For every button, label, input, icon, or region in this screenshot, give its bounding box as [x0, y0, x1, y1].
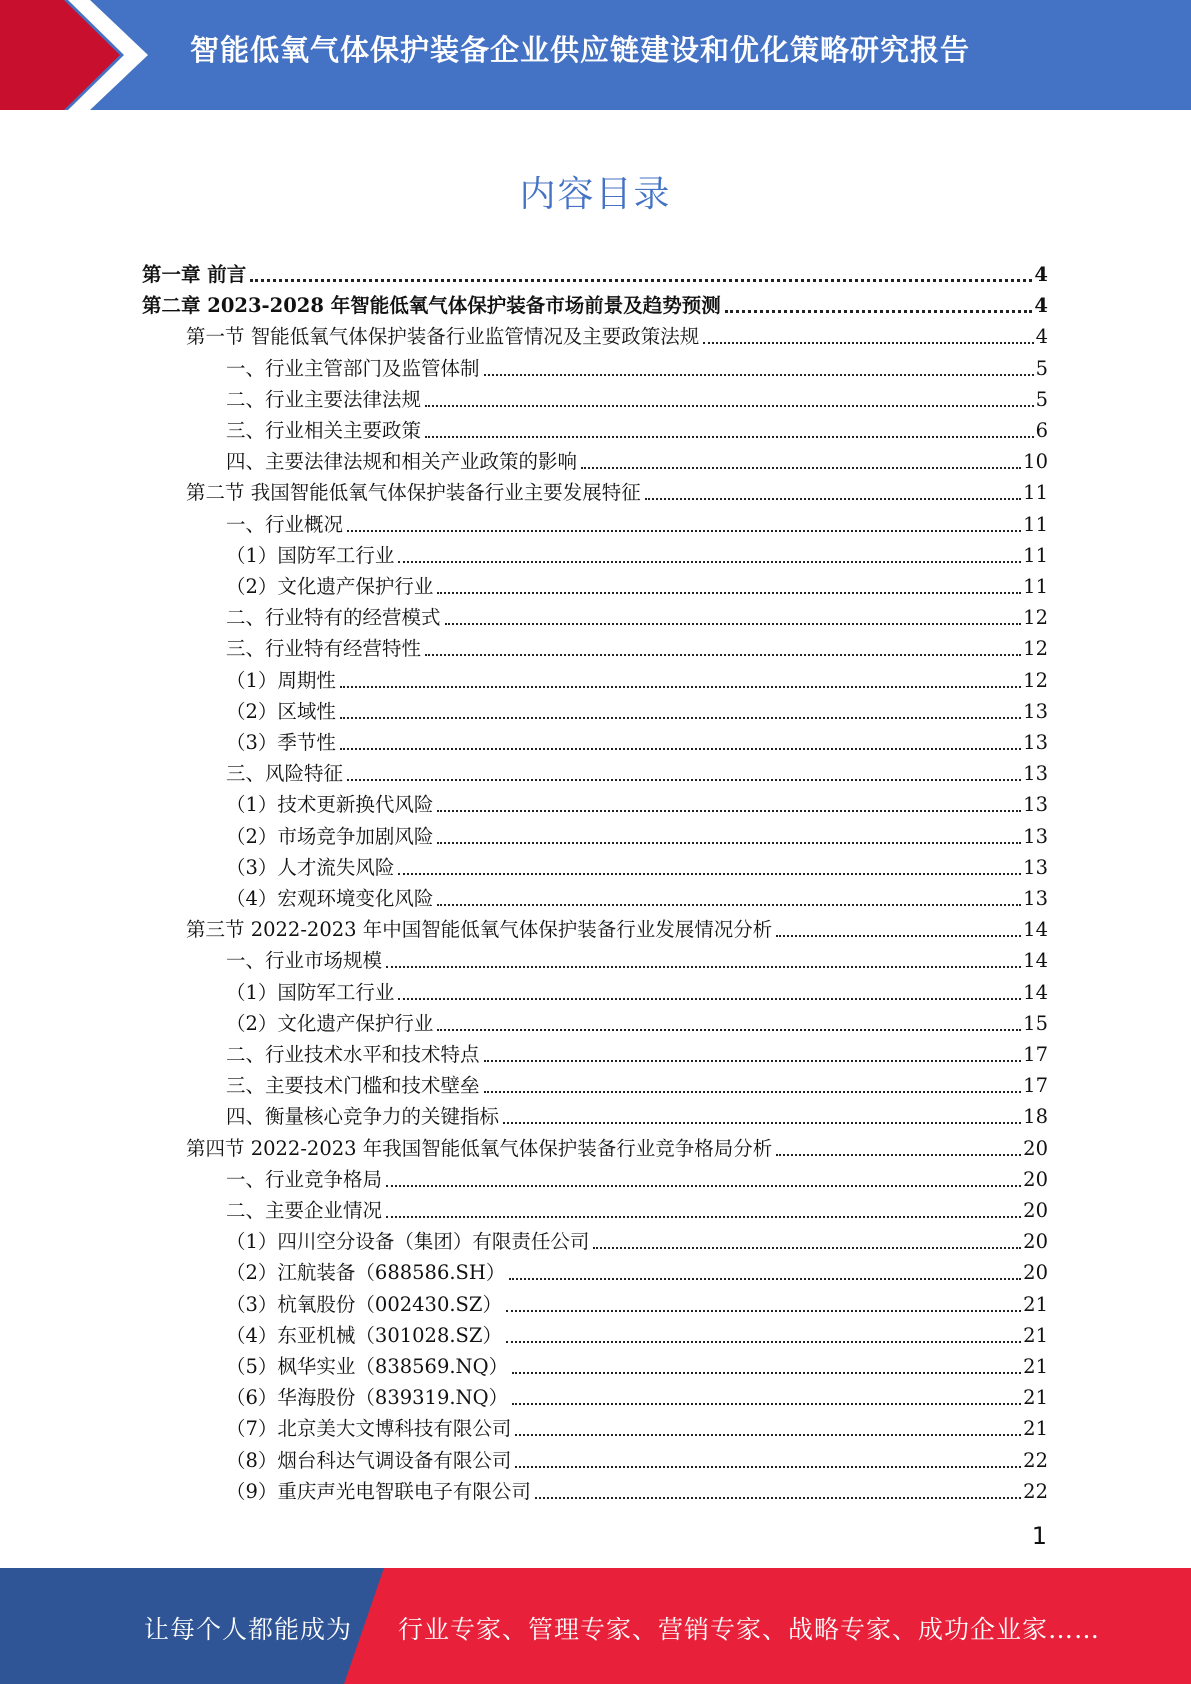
toc-leader-dots [340, 686, 1021, 688]
toc-entry-page: 21 [1023, 1323, 1048, 1347]
toc-entry[interactable] [226, 880, 1048, 911]
toc-entry[interactable] [226, 1161, 1048, 1192]
toc-entry-label: （3）人才流失风险 [226, 855, 395, 879]
toc-entry[interactable] [226, 568, 1048, 599]
toc-entry-page: 22 [1023, 1479, 1048, 1503]
toc-entry[interactable] [226, 818, 1048, 849]
toc-entry-label: （1）周期性 [226, 668, 336, 692]
toc-entry-label: 二、主要企业情况 [226, 1199, 383, 1222]
toc-entry[interactable] [226, 537, 1048, 568]
toc-entry-label: （1）国防军工行业 [226, 543, 395, 567]
toc-entry[interactable] [226, 1317, 1048, 1348]
toc-leader-dots [340, 748, 1021, 750]
toc-entry-page: 15 [1023, 1011, 1048, 1035]
toc-entry-page: 21 [1023, 1417, 1048, 1441]
toc-entry[interactable] [226, 1005, 1048, 1036]
toc-leader-dots [425, 654, 1021, 656]
toc-leader-dots [386, 966, 1021, 968]
toc-entry[interactable] [226, 1410, 1048, 1441]
toc-entry[interactable] [186, 911, 1048, 942]
toc-entry-label: （9）重庆声光电智联电子有限公司 [226, 1479, 531, 1503]
toc-entry-page: 12 [1023, 637, 1048, 661]
toc-entry-page: 11 [1023, 481, 1048, 505]
toc-entry-page: 13 [1023, 731, 1048, 754]
toc-entry-page: 20 [1023, 1167, 1048, 1191]
toc-entry[interactable] [226, 1067, 1048, 1098]
toc-entry-page: 13 [1023, 824, 1048, 848]
toc-entry[interactable] [226, 786, 1048, 817]
toc-entry[interactable] [226, 1192, 1048, 1223]
toc-entry-page: 20 [1023, 1230, 1048, 1254]
toc-entry-page: 11 [1023, 543, 1048, 567]
toc-entry[interactable] [226, 350, 1048, 381]
toc-entry[interactable] [226, 942, 1048, 973]
toc-entry-label: 二、行业特有的经营模式 [226, 606, 441, 630]
toc-entry-page: 13 [1023, 855, 1048, 879]
toc-entry-label: 三、风险特征 [226, 762, 344, 786]
toc-entry-label: （6）华海股份（839319.NQ） [226, 1386, 509, 1410]
toc-leader-dots [437, 904, 1021, 906]
toc-entry-label: （4）东亚机械（301028.SZ） [226, 1323, 502, 1347]
toc-entry-page: 14 [1023, 918, 1048, 942]
toc-entry-label: 一、行业竞争格局 [226, 1167, 383, 1191]
toc-leader-dots [437, 810, 1021, 812]
report-title: 智能低氧气体保护装备企业供应链建设和优化策略研究报告 [190, 33, 971, 67]
toc-entry[interactable] [226, 443, 1048, 474]
toc-entry-label: 第二章 2023-2028 年智能低氧气体保护装备市场前景及趋势预测 [142, 294, 721, 318]
toc-entry-page: 20 [1023, 1199, 1048, 1222]
toc-entry[interactable] [186, 1130, 1048, 1161]
toc-entry-label: 第三节 2022-2023 年中国智能低氧气体保护装备行业发展情况分析 [186, 918, 773, 942]
toc-entry-label: （2）江航装备（688586.SH） [226, 1261, 506, 1285]
toc-entry-label: （2）文化遗产保护行业 [226, 1011, 434, 1035]
toc-entry-label: （2）区域性 [226, 699, 336, 723]
toc-leader-dots [437, 1029, 1021, 1031]
toc-entry-page: 11 [1023, 575, 1048, 598]
toc-entry[interactable] [226, 693, 1048, 724]
header-chevron-decoration [0, 0, 160, 110]
toc-leader-dots [776, 1154, 1021, 1156]
header-banner [0, 0, 1191, 110]
toc-leader-dots [512, 1372, 1021, 1374]
toc-entry-label: （2）文化遗产保护行业 [226, 575, 434, 598]
toc-entry[interactable] [226, 849, 1048, 880]
toc-entry[interactable] [186, 318, 1048, 349]
toc-heading: 内容目录 [519, 174, 672, 215]
toc-entry[interactable] [226, 724, 1048, 755]
toc-entry-page: 4 [1034, 263, 1048, 286]
toc-leader-dots [398, 873, 1021, 875]
toc-entry[interactable] [142, 256, 1048, 287]
toc-entry-label: 一、行业主管部门及监管体制 [226, 356, 480, 380]
toc-leader-dots [593, 1247, 1021, 1249]
toc-entry[interactable] [226, 412, 1048, 443]
toc-entry-label: 三、行业特有经营特性 [226, 637, 422, 661]
toc-entry-page: 21 [1023, 1355, 1048, 1378]
toc-entry-page: 20 [1023, 1136, 1048, 1160]
toc-entry-page: 6 [1035, 419, 1048, 442]
toc-entry[interactable] [226, 1348, 1048, 1379]
toc-leader-dots [437, 842, 1021, 844]
toc-leader-dots [512, 1403, 1021, 1405]
toc-leader-dots [645, 498, 1021, 500]
toc-leader-dots [509, 1278, 1021, 1280]
toc-entry-label: 二、行业技术水平和技术特点 [226, 1043, 480, 1066]
toc-entry[interactable] [226, 1098, 1048, 1129]
toc-entry-label: 四、衡量核心竞争力的关键指标 [226, 1105, 500, 1129]
toc-leader-dots [347, 779, 1021, 781]
toc-leader-dots [515, 1466, 1021, 1468]
toc-leader-dots [484, 374, 1034, 376]
toc-entry-label: （1）四川空分设备（集团）有限责任公司 [226, 1230, 590, 1254]
toc-entry-page: 5 [1035, 356, 1048, 380]
toc-entry-page: 18 [1023, 1105, 1048, 1129]
toc-entry[interactable] [226, 1223, 1048, 1254]
toc-entry-label: 三、行业相关主要政策 [226, 419, 422, 442]
toc-entry-page: 12 [1023, 606, 1048, 630]
toc-entry[interactable] [142, 287, 1048, 318]
toc-leader-dots [425, 405, 1034, 407]
toc-entry-label: （1）国防军工行业 [226, 980, 395, 1004]
toc-leader-dots [703, 342, 1033, 344]
toc-entry[interactable] [186, 474, 1048, 505]
toc-entry-page: 12 [1023, 668, 1048, 692]
toc-entry-label: （8）烟台科达气调设备有限公司 [226, 1448, 512, 1472]
toc-entry-label: （3）季节性 [226, 731, 336, 754]
toc-entry[interactable] [226, 1036, 1048, 1067]
toc-entry-page: 17 [1023, 1074, 1048, 1098]
toc-leader-dots [484, 1091, 1022, 1093]
toc-entry-page: 13 [1023, 793, 1048, 817]
toc-entry-page: 13 [1023, 887, 1048, 910]
toc-leader-dots [398, 561, 1021, 563]
toc-entry-page: 10 [1023, 450, 1048, 474]
toc-entry-label: （3）杭氧股份（002430.SZ） [226, 1292, 502, 1316]
toc-entry-page: 14 [1023, 980, 1048, 1004]
toc-entry[interactable] [226, 974, 1048, 1005]
toc-leader-dots [340, 717, 1021, 719]
toc-entry-page: 4 [1035, 325, 1048, 349]
toc-entry-page: 21 [1023, 1386, 1048, 1410]
toc-leader-dots [503, 1122, 1021, 1124]
toc-entry[interactable] [226, 381, 1048, 412]
toc-leader-dots [581, 467, 1021, 469]
toc-entry-page: 14 [1023, 949, 1048, 973]
toc-entry[interactable] [226, 506, 1048, 537]
toc-entry[interactable] [226, 755, 1048, 786]
toc-entry-label: （7）北京美大文博科技有限公司 [226, 1417, 512, 1441]
toc-entry-page: 17 [1023, 1043, 1048, 1066]
toc-entry-label: 四、主要法律法规和相关产业政策的影响 [226, 450, 578, 474]
toc-leader-dots [437, 592, 1021, 594]
toc-entry-page: 13 [1023, 762, 1048, 786]
toc-entry-label: 一、行业概况 [226, 512, 344, 536]
page-number: 1 [1031, 1522, 1047, 1550]
toc-entry[interactable] [226, 662, 1048, 693]
toc-leader-dots [776, 935, 1021, 937]
toc-leader-dots [515, 1434, 1021, 1436]
toc-entry-label: （5）枫华实业（838569.NQ） [226, 1355, 509, 1378]
toc-entry-label: 第二节 我国智能低氧气体保护装备行业主要发展特征 [186, 481, 641, 505]
toc-leader-dots [398, 998, 1021, 1000]
toc-entry[interactable] [226, 1442, 1048, 1473]
toc-entry-label: 三、主要技术门槛和技术壁垒 [226, 1074, 480, 1098]
toc-entry[interactable] [226, 630, 1048, 661]
footer-banner [0, 1568, 1191, 1684]
footer-slogan-right: 行业专家、管理专家、营销专家、战略专家、成功企业家…… [398, 1615, 1101, 1644]
toc-entry-label: 第一节 智能低氧气体保护装备行业监管情况及主要政策法规 [186, 325, 700, 349]
toc-entry-label: （2）市场竞争加剧风险 [226, 824, 434, 848]
toc-leader-dots [535, 1497, 1021, 1499]
toc-leader-dots [425, 436, 1034, 438]
toc-entry-page: 4 [1034, 294, 1048, 318]
toc-leader-dots [484, 1060, 1022, 1062]
toc-leader-dots [386, 1185, 1021, 1187]
toc-entry-label: 二、行业主要法律法规 [226, 387, 422, 411]
toc-leader-dots [347, 530, 1021, 532]
footer-slogan-left: 让每个人都能成为 [144, 1615, 353, 1644]
toc-leader-dots [250, 279, 1032, 282]
toc-entry[interactable] [226, 599, 1048, 630]
toc-entry-label: （4）宏观环境变化风险 [226, 887, 434, 910]
toc-entry[interactable] [226, 1379, 1048, 1410]
toc-entry-page: 22 [1023, 1448, 1048, 1472]
toc-leader-dots [445, 623, 1022, 625]
toc-leader-dots [725, 310, 1033, 313]
toc-entry[interactable] [226, 1254, 1048, 1285]
toc-entry-label: 一、行业市场规模 [226, 949, 383, 973]
toc-entry-page: 11 [1023, 512, 1048, 536]
toc-entry-label: （1）技术更新换代风险 [226, 793, 434, 817]
toc-entry-label: 第四节 2022-2023 年我国智能低氧气体保护装备行业竞争格局分析 [186, 1136, 773, 1160]
toc-entry-page: 20 [1023, 1261, 1048, 1285]
toc-entry-page: 13 [1023, 699, 1048, 723]
toc-entry-page: 21 [1023, 1292, 1048, 1316]
toc-entry-page: 5 [1035, 387, 1048, 411]
toc-entry[interactable] [226, 1473, 1048, 1504]
toc-entry-label: 第一章 前言 [142, 263, 247, 286]
toc-entry[interactable] [226, 1286, 1048, 1317]
toc-leader-dots [506, 1310, 1021, 1312]
toc-leader-dots [506, 1341, 1021, 1343]
toc-leader-dots [386, 1216, 1021, 1218]
